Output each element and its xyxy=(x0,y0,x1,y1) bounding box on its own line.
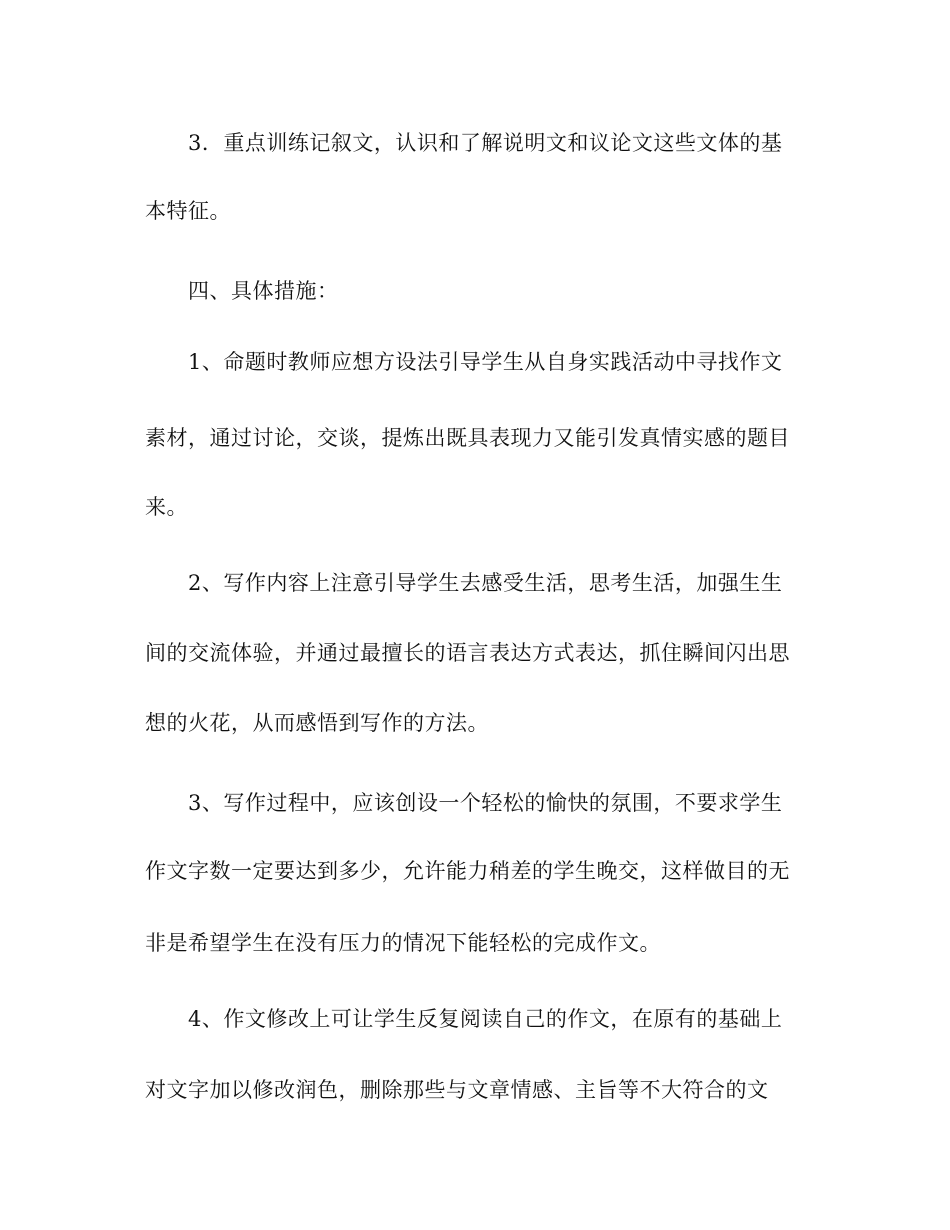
text-line-10: 3、写作过程中，应该创设一个轻松的愉快的氛围，不要求学生 xyxy=(188,791,783,815)
text-line-9: 想的火花，从而感悟到写作的方法。 xyxy=(145,711,489,735)
text-line-5: 素材，通过讨论，交谈，提炼出既具表现力又能引发真情实感的题目 xyxy=(145,426,790,450)
text-line-11: 作文字数一定要达到多少，允许能力稍差的学生晚交，这样做目的无 xyxy=(145,859,790,883)
text-line-13: 4、作文修改上可让学生反复阅读自己的作文，在原有的基础上 xyxy=(188,1007,783,1031)
section-heading: 四、具体措施： xyxy=(188,279,339,303)
text-line-8: 间的交流体验，并通过最擅长的语言表达方式表达，抓住瞬间闪出思 xyxy=(145,641,790,665)
text-line-12: 非是希望学生在没有压力的情况下能轻松的完成作文。 xyxy=(145,931,661,955)
text-line-1: 3．重点训练记叙文，认识和了解说明文和议论文这些文体的基 xyxy=(188,131,783,155)
text-line-2: 本特征。 xyxy=(145,199,231,223)
text-line-14: 对文字加以修改润色，删除那些与文章情感、主旨等不大符合的文 xyxy=(145,1078,769,1102)
text-line-6: 来。 xyxy=(145,495,188,519)
text-line-4: 1、命题时教师应想方设法引导学生从自身实践活动中寻找作文 xyxy=(188,350,783,374)
text-line-7: 2、写作内容上注意引导学生去感受生活，思考生活，加强生生 xyxy=(188,571,783,595)
